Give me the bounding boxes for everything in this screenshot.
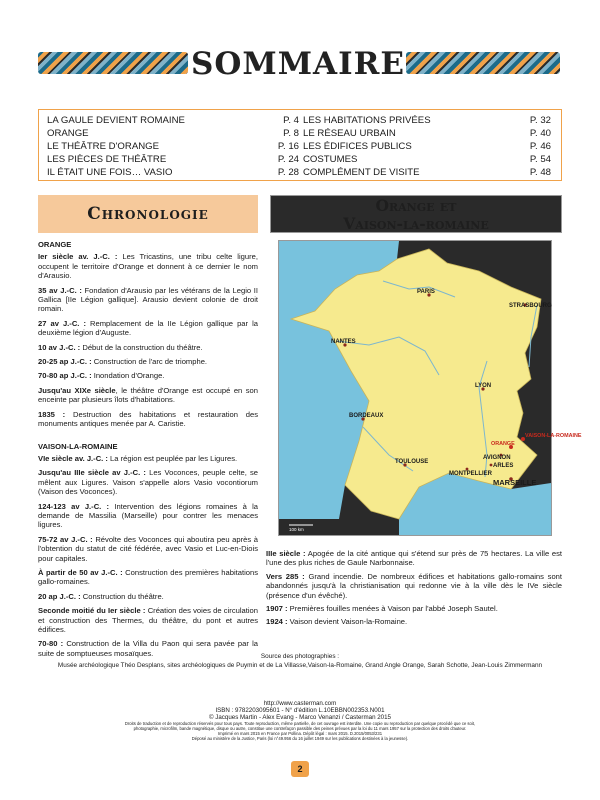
isbn: ISBN : 9782203095601 - N° d'édition L.10EBBN002353.N001	[215, 707, 385, 714]
chronology-entry	[38, 371, 258, 380]
chronology-entry	[266, 572, 562, 600]
entry-date: Seconde moitié du Ier siècle :	[38, 606, 146, 616]
copyright: © Jacques Martin - Alex Evang - Marco Venanzi / Casterman 2015	[208, 714, 392, 721]
chronology-entry	[38, 468, 258, 496]
entry-text: Fondation d'Arausio par les vétérans de la Legio II Gallica [IIe Légion gallique]. Arausio devient colonie de droit romain.	[38, 285, 258, 314]
entry-date: 75-72 av J.-C. :	[38, 534, 93, 544]
france-map	[278, 240, 582, 536]
vaison-continued-text	[266, 549, 562, 631]
page-title: SOMMAIRE	[191, 46, 405, 82]
page-header	[0, 40, 600, 90]
entry-date: 124-123 av J.-C. :	[38, 501, 110, 511]
scale-label: 100 km	[289, 527, 304, 532]
legal-line: Imprimé en mars 2015 en France par Pollina. Dépôt légal : mars 2015. D.2015/0053/231	[217, 731, 383, 736]
entry-text: Intervention des légions romaines à la demande de Massilia (Marseille) pour contrer les menaces ligures.	[38, 501, 258, 530]
toc-page: P. 32	[529, 115, 551, 126]
entry-date: 1924 :	[266, 617, 288, 627]
toc-label: LE RÉSEAU URBAIN	[303, 128, 396, 139]
city-label-marseille: MARSEILLE	[493, 478, 537, 487]
photo-sources-text: Musée archéologique Théo Desplans, sites archéologiques de Puymin et de La Villasse,Vaison-la-Romaine, Grand Angle Orange, Sarah Schotte, Jean-Louis Zimmermann	[57, 662, 543, 669]
entry-text: Création des voies de circulation et construction des Thermes, du théâtre, du pont et autres édifices.	[38, 606, 258, 634]
toc-page: P. 48	[529, 167, 551, 178]
chronology-entry	[266, 617, 562, 626]
toc-entry[interactable]	[47, 166, 303, 179]
entry-text: Début de la construction du théâtre.	[80, 342, 203, 352]
entry-text: Vaison devient Vaison-la-Romaine.	[287, 617, 408, 627]
toc-page: P. 16	[277, 141, 299, 152]
chronology-entry	[38, 252, 258, 280]
legal-line: photographie, microfilm, bande magnétique, disque ou autre, constitue une contrefaçon passible des peines prévues par la loi du 11 mars 1957 sur la protection des droits d'auteur.	[133, 726, 467, 731]
chronology-entry	[38, 386, 258, 405]
entry-text: Construction de la Villa du Paon qui sera pavée par la suite de somptueuses mosaïques.	[38, 639, 258, 658]
section-title-orange: ORANGE	[38, 240, 72, 249]
chronology-entry	[38, 286, 258, 314]
entry-text: Construction des premières habitations gallo-romaines.	[38, 567, 258, 587]
city-label-lyon: LYON	[475, 383, 492, 389]
toc-page: P. 24	[277, 154, 299, 165]
toc-label: COMPLÉMENT DE VISITE	[303, 167, 420, 178]
entry-date: VIe siècle av. J.-C. :	[38, 453, 108, 463]
entry-text: Remplacement de la IIe Légion gallique par la deuxième légion d'Auguste.	[38, 318, 258, 338]
chronology-entry	[266, 549, 562, 568]
chronology-entry	[38, 502, 258, 530]
entry-text: Les Tricastins, une tribu celte ligure, occupent le territoire d'Orange et donnent à ce dernier le nom d'Arausio.	[38, 252, 258, 281]
toc-right-column	[303, 114, 555, 179]
toc-page: P. 54	[529, 154, 551, 165]
city-label-montpellier: MONTPELLIER	[449, 471, 492, 477]
entry-text: Apogée de la cité antique qui s'étend sur près de 75 hectares. La ville est l'une des plus riches de Gaule Narbonnaise.	[266, 549, 562, 568]
entry-text: Les Voconces, peuple celte, se mêlent aux Ligures. Vaison s'appelle alors Vasio vocontiorum (Vaison des Voconces).	[38, 468, 258, 497]
toc-entry[interactable]	[303, 127, 555, 140]
chronology-entry	[38, 454, 258, 463]
entry-text: Destruction des habitations et restauration des monuments antiques menée par A. Caristie.	[38, 409, 258, 429]
chronology-entry	[38, 357, 258, 366]
toc-page: P. 40	[529, 128, 551, 139]
toc-entry[interactable]	[303, 153, 555, 166]
entry-date: 35 av J.-C. :	[38, 285, 82, 295]
page-number: 2	[291, 761, 309, 777]
table-of-contents	[38, 109, 562, 181]
celtic-braid-right-ornament	[406, 52, 560, 74]
city-label-paris: PARIS	[417, 289, 435, 295]
chronology-entry	[38, 319, 258, 338]
entry-date: 27 av J.-C. :	[38, 318, 86, 328]
entry-text: Construction de l'arc de triomphe.	[91, 357, 208, 367]
entry-date: 10 av J.-C. :	[38, 342, 81, 352]
toc-label: LA GAULE DEVIENT ROMAINE	[47, 115, 185, 126]
legal-line: Déposé au ministère de la Justice, Paris (loi n°49.956 du 16 juillet 1949 sur les publications destinées à la jeunesse).	[191, 736, 409, 741]
toc-entry[interactable]	[303, 140, 555, 153]
toc-label: LE THÉÂTRE D'ORANGE	[47, 141, 160, 152]
publisher-url[interactable]: http://www.casterman.com	[263, 700, 337, 707]
toc-label: IL ÉTAIT UNE FOIS… VASIO	[47, 167, 173, 178]
section-title-vaison: VAISON-LA-ROMAINE	[38, 441, 118, 451]
city-label-orange: ORANGE	[491, 441, 515, 447]
chronology-entry	[38, 568, 258, 587]
toc-entry[interactable]	[47, 153, 303, 166]
toc-page: P. 4	[283, 115, 299, 126]
entry-date: 20 ap J.-C. :	[38, 591, 81, 601]
chronology-entry	[38, 410, 258, 429]
map-heading	[270, 195, 562, 233]
toc-entry[interactable]	[303, 166, 555, 179]
toc-page: P. 46	[529, 141, 551, 152]
toc-label: LES PIÈCES DE THÉÂTRE	[47, 154, 167, 165]
legal-line: Droits de traduction et de reproduction réservés pour tous pays. Toute reproduction, même partielle, de cet ouvrage est interdite. Une copie ou reproduction par quelque procédé que ce soit,	[124, 721, 476, 726]
legal-notice	[38, 700, 562, 741]
entry-text: La région est peuplée par les Ligures.	[107, 453, 238, 463]
toc-label: LES HABITATIONS PRIVÉES	[303, 115, 431, 126]
entry-date: 1835 :	[38, 409, 66, 419]
chronology-entry	[38, 592, 258, 601]
city-label-vaison: VAISON-LA-ROMAINE	[525, 433, 582, 439]
entry-date: 1907 :	[266, 604, 288, 614]
entry-date: À partir de 50 av J.-C. :	[38, 567, 123, 577]
city-dot-montpellier	[466, 468, 469, 471]
city-dot-arles	[490, 464, 493, 467]
entry-text: Révolte des Voconces qui aboutira peu après à l'obtention du statut de cité fédérée, avec Vasio et Luc-en-Diois pour capitales.	[38, 534, 259, 563]
entry-date: Ier siècle av. J.-C. :	[38, 252, 118, 262]
toc-entry[interactable]	[47, 114, 303, 127]
entry-date: 20-25 ap J.-C. :	[38, 357, 92, 367]
city-label-toulouse: TOULOUSE	[395, 459, 429, 465]
toc-left-column	[47, 114, 303, 179]
toc-label: ORANGE	[47, 128, 89, 139]
entry-date: Jusqu'au IIIe siècle av J.-C. :	[38, 468, 146, 478]
entry-text: Premières fouilles menées à Vaison par l'abbé Joseph Sautel.	[287, 604, 498, 614]
photo-sources-title: Source des photographies :	[260, 653, 340, 660]
map-heading-line-2: Vaison-la-romaine	[343, 214, 489, 233]
toc-page: P. 28	[277, 167, 299, 178]
toc-entry[interactable]	[303, 114, 555, 127]
city-label-avignon: AVIGNON	[483, 455, 511, 461]
chronology-entry	[38, 343, 258, 352]
chronology-entry	[38, 535, 258, 563]
entry-date: IIIe siècle :	[266, 549, 306, 558]
entry-date: 70-80 :	[38, 639, 64, 649]
city-label-strasbourg: STRASBOURG	[509, 303, 552, 309]
chronology-text	[38, 240, 258, 663]
chronology-heading: Chronologie	[38, 195, 258, 233]
toc-page: P. 8	[283, 128, 299, 139]
entry-date: Vers 285 :	[266, 571, 305, 581]
entry-date: Jusqu'au XIXe siècle	[38, 385, 116, 395]
toc-label: LES ÉDIFICES PUBLICS	[303, 141, 412, 152]
city-label-bordeaux: BORDEAUX	[349, 413, 384, 419]
toc-label: COSTUMES	[303, 154, 358, 165]
entry-text: Grand incendie. De nombreux édifices et habitations gallo-romains sont abandonnés jusqu'à la christianisation qui redonne vie à la ville dès le IVe siècle (présence d'un évêché).	[266, 571, 563, 600]
map-heading-line-1: Orange et	[375, 196, 457, 215]
city-label-arles: ARLES	[493, 463, 514, 469]
entry-text: Inondation d'Orange.	[91, 371, 165, 381]
chronology-entry	[266, 604, 562, 613]
chronology-entry	[38, 606, 258, 634]
toc-entry[interactable]	[47, 127, 303, 140]
toc-entry[interactable]	[47, 140, 303, 153]
city-label-nantes: NANTES	[331, 339, 356, 345]
entry-text: Construction du théâtre.	[80, 591, 164, 601]
celtic-braid-left-ornament	[38, 52, 188, 74]
map-graphic	[279, 241, 582, 535]
entry-text: , le théâtre d'Orange est occupé en son enceinte par plusieurs îlots d'habitations.	[38, 385, 258, 405]
photo-sources	[38, 652, 562, 670]
entry-date: 70-80 ap J.-C. :	[38, 371, 92, 381]
